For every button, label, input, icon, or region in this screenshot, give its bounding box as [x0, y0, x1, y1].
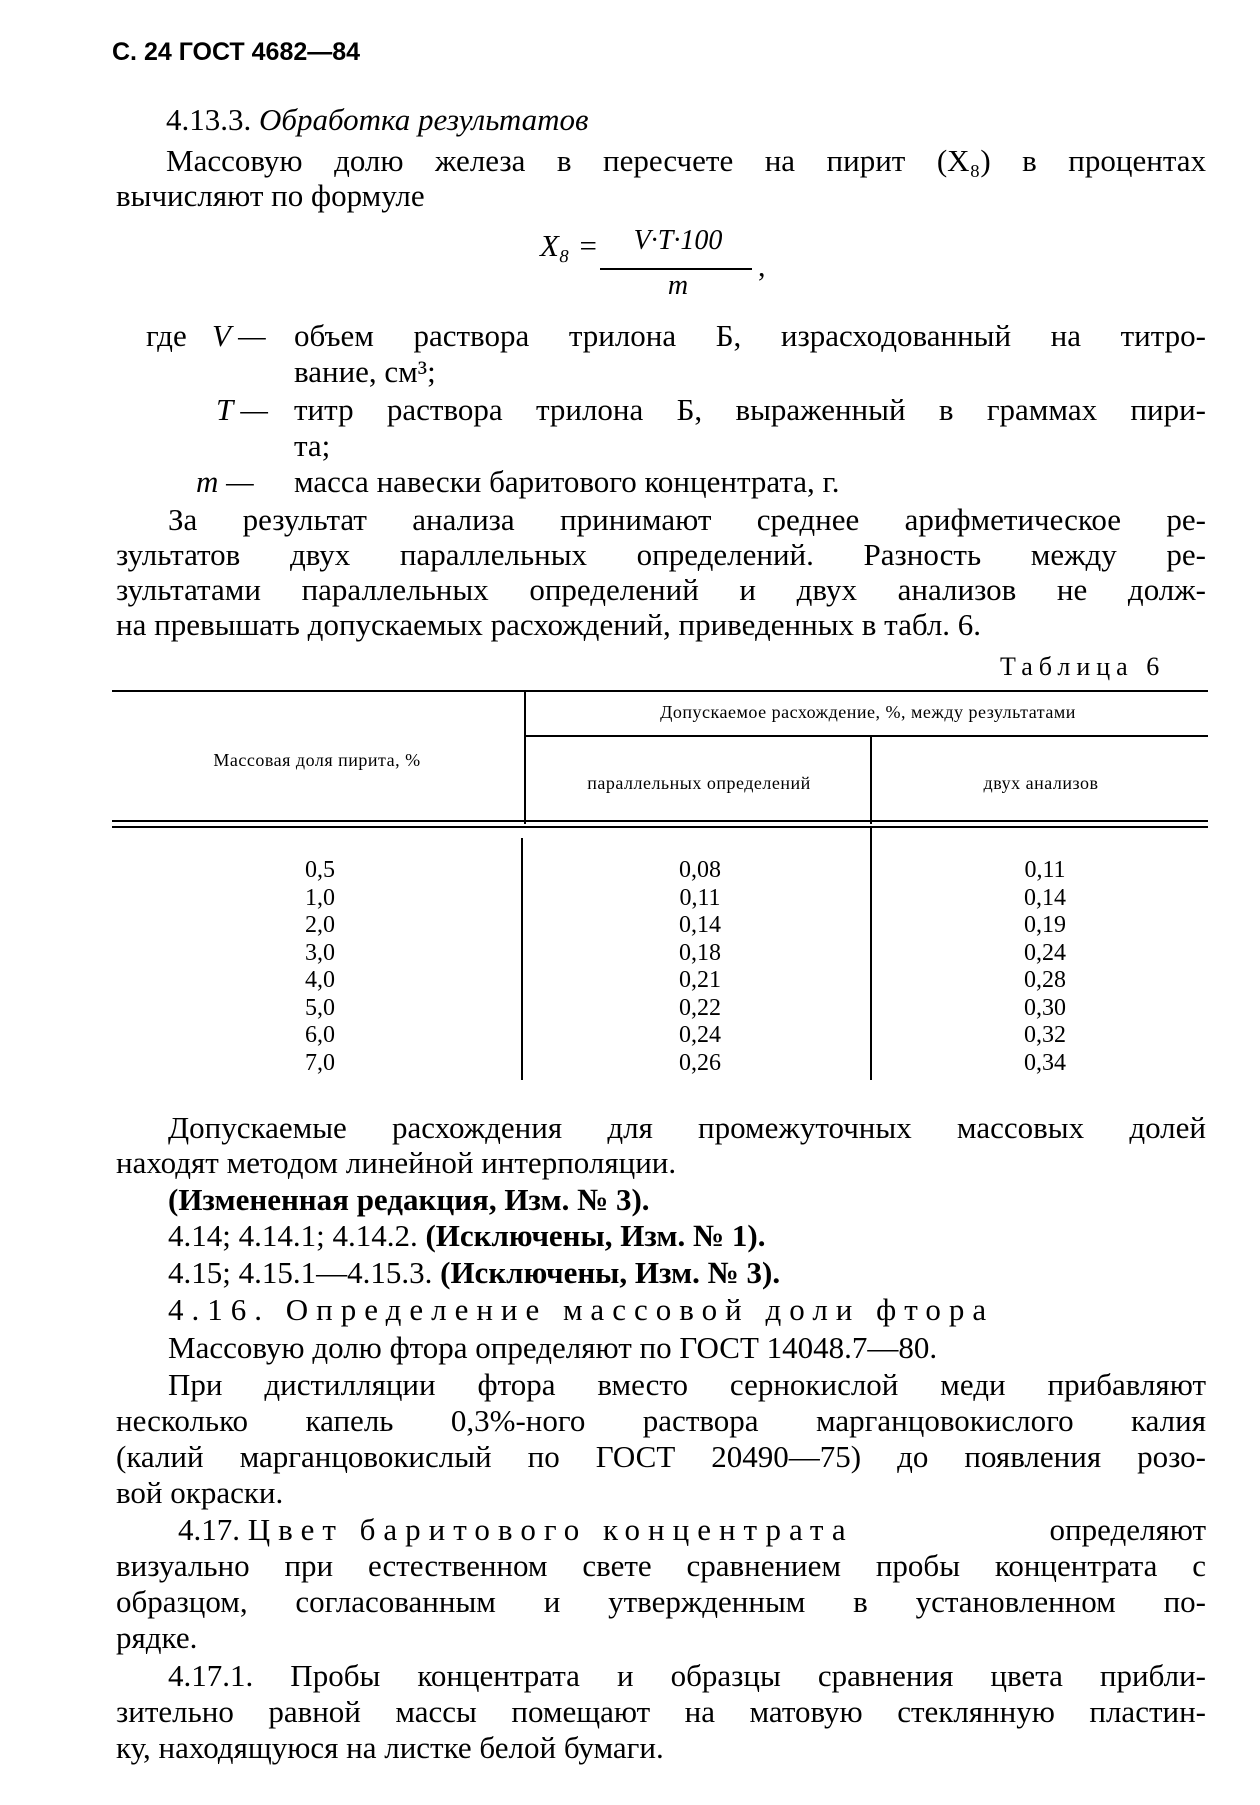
table-cell: 6,0: [305, 1022, 335, 1048]
paragraph-line: За результат анализа принимают среднее арифметическое ре-: [168, 502, 1206, 537]
table-cell: 0,5: [305, 857, 335, 883]
table-group-rule: [526, 735, 1208, 737]
paragraph-line: на превышать допускаемых расхождений, приведенных в табл. 6.: [116, 607, 982, 642]
section-4-17-lead: [178, 1512, 854, 1548]
table-header-rule: [112, 820, 1208, 822]
table-cell: 4,0: [305, 967, 335, 993]
formula-denominator: m: [667, 270, 689, 301]
text-line: вычисляют по формуле: [116, 178, 425, 213]
formula-lhs: X₈ =: [540, 228, 599, 263]
legend-symbol-m: m —: [196, 464, 254, 499]
paragraph-line: (калий марганцовокислый по ГОСТ 20490—75) до появления розо-: [116, 1439, 1206, 1474]
item-4-16-heading: 4.16. Определение массовой доли фтора: [168, 1292, 995, 1327]
table-vrule: [524, 692, 526, 824]
legend-symbol-v: V —: [212, 318, 266, 353]
item-status: (Исключены, Изм. № 3).: [440, 1255, 781, 1290]
table-cell: 3,0: [305, 939, 335, 966]
paragraph-line: несколько капель 0,3%-ного раствора марганцовокислого калия: [116, 1403, 1206, 1438]
item-4-14: [168, 1218, 765, 1254]
table-cell: 0,30: [1024, 994, 1066, 1021]
item-4-15: [168, 1255, 780, 1291]
paragraph-line: 4.17.1. Пробы концентрата и образцы сравнения цвета прибли-: [168, 1658, 1206, 1693]
table-cell: 1,0: [305, 884, 335, 911]
table-cell: 0,08: [679, 857, 721, 883]
column-header: двух анализов: [983, 773, 1099, 793]
table-cell: 0,11: [1024, 857, 1066, 883]
table-cell: 0,32: [1024, 1022, 1066, 1048]
table-cell: 0,26: [679, 1049, 721, 1076]
formula-numerator: V·T·100: [633, 225, 723, 256]
legend-text: вание, см³;: [294, 354, 436, 389]
table-cell: 0,22: [679, 994, 721, 1021]
section-4-17-line: [178, 1512, 1206, 1548]
item-number: 4.15; 4.15.1—4.15.3.: [168, 1255, 433, 1290]
paragraph-line: вой окраски.: [116, 1475, 284, 1510]
table-cell: 7,0: [305, 1049, 335, 1076]
table-caption: Таблица 6: [1000, 652, 1166, 681]
legend-where: где: [146, 318, 187, 353]
legend-text: масса навески баритового концентрата, г.: [294, 464, 840, 499]
amendment-note: (Измененная редакция, Изм. № 3).: [168, 1182, 650, 1217]
paragraph-line: зультатами параллельных определений и двух анализов не долж-: [116, 572, 1206, 607]
section-heading: [166, 102, 589, 138]
table-cell: 0,28: [1024, 967, 1066, 993]
formula-tail: ,: [758, 250, 766, 283]
item-status: (Исключены, Изм. № 1).: [425, 1218, 766, 1253]
section-number: 4.13.3.: [166, 102, 252, 137]
legend-text: титр раствора трилона Б, выраженный в граммах пири-: [294, 392, 1206, 427]
table-cell: 0,21: [679, 967, 721, 993]
legend-symbol-t: T —: [216, 392, 268, 427]
section-title: Обработка результатов: [259, 102, 589, 137]
table-vrule: [870, 828, 872, 1080]
paragraph-line: зительно равной массы помещают на матовую стеклянную пластин-: [116, 1694, 1206, 1729]
item-number: 4.14; 4.14.1; 4.14.2.: [168, 1218, 418, 1253]
paragraph-line: находят методом линейной интерполяции.: [116, 1145, 677, 1180]
paragraph-line: При дистилляции фтора вместо сернокислой меди прибавляют: [168, 1367, 1206, 1402]
table-column-parallel: [640, 857, 760, 1077]
table-cell: 0,14: [1024, 884, 1066, 911]
table-cell: 0,24: [1024, 939, 1066, 966]
table-vrule: [870, 737, 872, 824]
paragraph-line: рядке.: [116, 1620, 198, 1655]
page-header: С. 24 ГОСТ 4682—84: [112, 38, 361, 66]
column-header: Массовая доля пирита, %: [213, 750, 421, 770]
paragraph-line: ку, находящуюся на листке белой бумаги.: [116, 1730, 664, 1765]
paragraph-line: образцом, согласованным и утвержденным в установленном по-: [116, 1584, 1206, 1619]
table-cell: 0,14: [679, 912, 721, 938]
table-cell: 0,19: [1024, 912, 1066, 938]
section-rest: определяют: [1049, 1512, 1206, 1547]
paragraph-line: Массовую долю фтора определяют по ГОСТ 14048.7—80.: [168, 1330, 938, 1365]
table-header-rule: [112, 826, 1208, 828]
legend-text: та;: [294, 428, 331, 463]
table-cell: 2,0: [305, 912, 335, 938]
paragraph-line: зультатов двух параллельных определений. Разность между ре-: [116, 537, 1206, 572]
table-cell: 0,11: [679, 884, 721, 911]
group-header: Допускаемое расхождение, %, между результатами: [660, 702, 1076, 722]
table-top-rule: [112, 690, 1208, 692]
section-title: Цвет баритового концентрата: [247, 1512, 854, 1547]
section-number: 4.17.: [178, 1512, 240, 1547]
text-line: Массовую долю железа в пересчете на пирит (X₈) в процентах: [166, 143, 1206, 178]
table-cell: 0,18: [679, 939, 721, 966]
legend-text: объем раствора трилона Б, израсходованный на титро-: [294, 318, 1206, 353]
paragraph-line: визуально при естественном свете сравнением пробы концентрата с: [116, 1548, 1206, 1583]
column-header: параллельных определений: [587, 773, 811, 793]
paragraph-line: Допускаемые расхождения для промежуточных массовых долей: [168, 1110, 1206, 1145]
table-cell: 0,34: [1024, 1049, 1066, 1076]
table-column-pyrite: [260, 857, 380, 1077]
table-vrule: [521, 838, 523, 1080]
table-cell: 5,0: [305, 994, 335, 1021]
table-column-analyses: [985, 857, 1105, 1077]
table-cell: 0,24: [679, 1022, 721, 1048]
